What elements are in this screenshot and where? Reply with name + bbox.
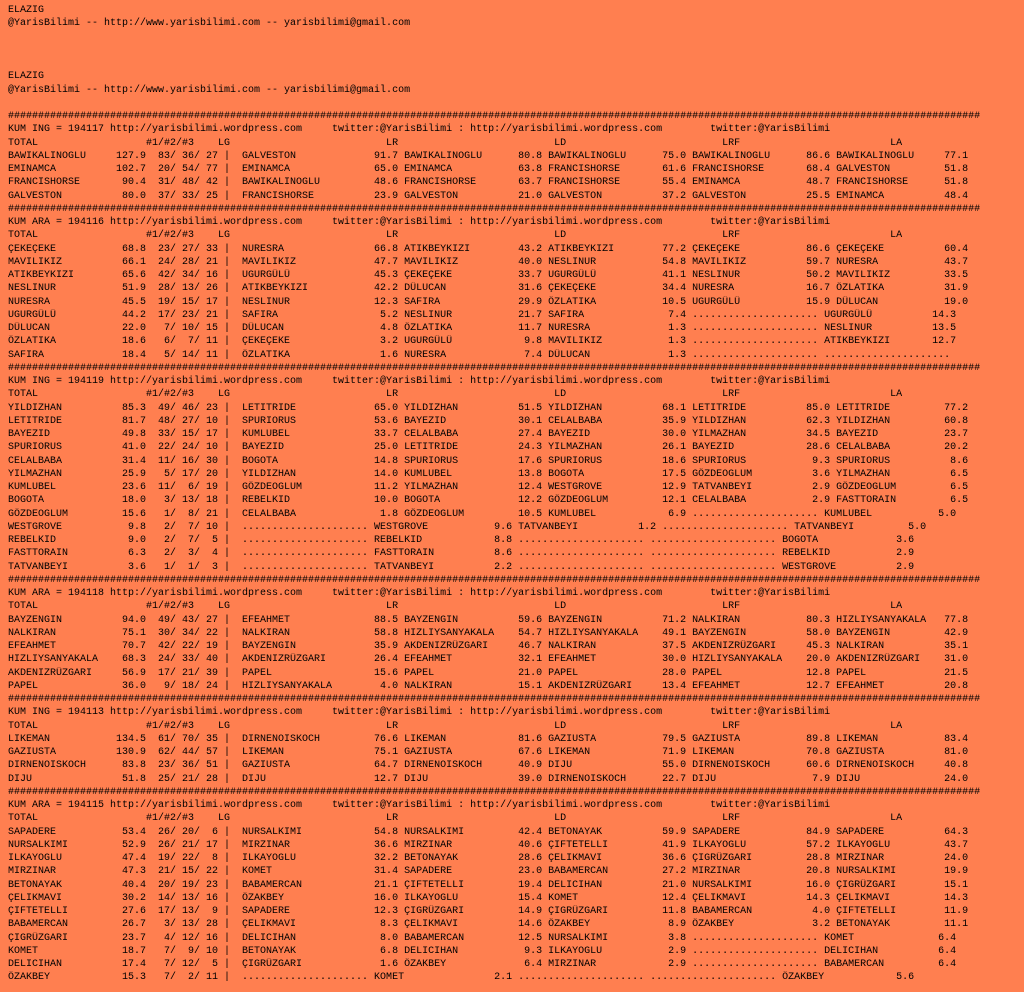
document-line: KUM ING = 194117 http://yarisbilimi.wordpress.com twitter:@YarisBilimi : http://yarisbilimi.wordpress.com twitter:@YarisBilimi <box>8 124 831 136</box>
document-line: @YarisBilimi -- http://www.yarisbilimi.com -- yarisbilimi@gmail.com <box>8 18 411 30</box>
racing-stats-document <box>8 4 1020 985</box>
document-line: ÇIGRÜZGARI 23.7 4/ 12/ 16 | DELICIHAN 8.0 BABAMERCAN 12.5 NURSALKIMI 3.8 ..................... KOMET 6.4 <box>8 932 957 944</box>
document-line: ÇEKEÇEKE 68.8 23/ 27/ 33 | NURESRA 66.8 ATIKBEYKIZI 43.2 ATIKBEYKIZI 77.2 ÇEKEÇEKE 86.6 ÇEKEÇEKE 60.4 <box>8 243 969 255</box>
document-line: ATIKBEYKIZI 65.6 42/ 34/ 16 | UGURGÜLÜ 45.3 ÇEKEÇEKE 33.7 UGURGÜLÜ 41.1 NESLINUR 50.2 MAVILIKIZ 33.5 <box>8 270 969 281</box>
document-line: TOTAL #1/#2/#3 LG LR LD LRF LA <box>8 720 903 732</box>
document-line: GÖZDEOGLUM 15.6 1/ 8/ 21 | CELALBABA 1.8 GÖZDEOGLUM 10.5 KUMLUBEL 6.9 ..................... KUMLUBEL 5.0 <box>8 508 957 520</box>
document-line: ################################################################################################################################################################## <box>8 362 981 374</box>
document-line: LIKEMAN 134.5 61/ 70/ 35 | DIRNENOISKOCH 76.6 LIKEMAN 81.6 GAZIUSTA 79.5 GAZIUSTA 89.8 LIKEMAN 83.4 <box>8 733 969 745</box>
document-line: NURSALKIMI 52.9 26/ 21/ 17 | MIRZINAR 36.6 MIRZINAR 40.6 ÇIFTETELLI 41.9 ILKAYOGLU 57.2 ILKAYOGLU 43.7 <box>8 839 969 851</box>
document-line: TOTAL #1/#2/#3 LG LR LD LRF LA <box>8 813 903 825</box>
document-line: PAPEL 36.0 9/ 18/ 24 | HIZLIYSANYAKALA 4.0 NALKIRAN 15.1 AKDENIZRÜZGARI 13.4 EFEAHMET 12.7 EFEAHMET 20.8 <box>8 680 969 692</box>
document-line: FRANCISHORSE 90.4 31/ 48/ 42 | BAWIKALINOGLU 48.6 FRANCISHORSE 63.7 FRANCISHORSE 55.4 EMINAMCA 48.7 FRANCISHORSE 51.8 <box>8 177 969 189</box>
document-line: KUM ARA = 194115 http://yarisbilimi.wordpress.com twitter:@YarisBilimi : http://yarisbilimi.wordpress.com twitter:@YarisBilimi <box>8 800 831 811</box>
document-line: TOTAL #1/#2/#3 LG LR LD LRF LA <box>8 137 903 149</box>
document-line: REBELKID 9.0 2/ 7/ 5 | ..................... REBELKID 8.8 ..................... ..................... BOGOTA 3.6 <box>8 535 915 546</box>
document-line: ################################################################################################################################################################## <box>8 694 981 705</box>
document-line: KUM ING = 194113 http://yarisbilimi.wordpress.com twitter:@YarisBilimi : http://yarisbilimi.wordpress.com twitter:@YarisBilimi <box>8 707 831 719</box>
document-line: NALKIRAN 75.1 30/ 34/ 22 | NALKIRAN 58.8 HIZLIYSANYAKALA 54.7 HIZLIYSANYAKALA 49.1 BAYZENGIN 58.0 BAYZENGIN 42.9 <box>8 627 969 639</box>
document-line: @YarisBilimi -- http://www.yarisbilimi.com -- yarisbilimi@gmail.com <box>8 84 411 96</box>
document-line: BAYEZID 49.8 33/ 15/ 17 | KUMLUBEL 33.7 CELALBABA 27.4 BAYEZID 30.0 YILMAZHAN 34.5 BAYEZID 23.7 <box>8 429 969 440</box>
document-line: ELAZIG <box>8 5 45 16</box>
document-line: NURESRA 45.5 19/ 15/ 17 | NESLINUR 12.3 SAFIRA 29.9 ÖZLATIKA 10.5 UGURGÜLÜ 15.9 DÜLUCAN 19.0 <box>8 296 969 308</box>
document-line <box>8 44 1020 57</box>
document-line: MIRZINAR 47.3 21/ 15/ 22 | KOMET 31.4 SAPADERE 23.0 BABAMERCAN 27.2 MIRZINAR 20.8 NURSALKIMI 19.9 <box>8 866 969 878</box>
document-line <box>8 31 1020 44</box>
document-line: ################################################################################################################################################################## <box>8 574 981 586</box>
document-line: ILKAYOGLU 47.4 19/ 22/ 8 | ILKAYOGLU 32.2 BETONAYAK 28.6 ÇELIKMAVI 36.6 ÇIGRÜZGARI 28.8 MIRZINAR 24.0 <box>8 853 969 864</box>
document-line: BETONAYAK 40.4 20/ 19/ 23 | BABAMERCAN 21.1 ÇIFTETELLI 19.4 DELICIHAN 21.0 NURSALKIMI 16.0 ÇIGRÜZGARI 15.1 <box>8 879 969 891</box>
document-line: HIZLIYSANYAKALA 68.3 24/ 33/ 40 | AKDENIZRÜZGARI 26.4 EFEAHMET 32.1 EFEAHMET 30.0 HIZLIYSANYAKALA 20.0 AKDENIZRÜZGARI 31.0 <box>8 654 969 666</box>
document-line: DÜLUCAN 22.0 7/ 10/ 15 | DÜLUCAN 4.8 ÖZLATIKA 11.7 NURESRA 1.3 ..................... NESLINUR 13.5 <box>8 323 957 334</box>
document-line: TOTAL #1/#2/#3 LG LR LD LRF LA <box>8 601 903 613</box>
document-line: ÖZLATIKA 18.6 6/ 7/ 11 | ÇEKEÇEKE 3.2 UGURGÜLÜ 9.8 MAVILIKIZ 1.3 ..................... ATIKBEYKIZI 12.7 <box>8 336 957 348</box>
document-line: NESLINUR 51.9 28/ 13/ 26 | ATIKBEYKIZI 42.2 DÜLUCAN 31.6 ÇEKEÇEKE 34.4 NURESRA 16.7 ÖZLATIKA 31.9 <box>8 283 969 295</box>
document-line: KOMET 18.7 7/ 9/ 10 | BETONAYAK 6.8 DELICIHAN 9.3 ILKAYOGLU 2.9 ..................... DELICIHAN 6.4 <box>8 945 957 957</box>
document-line: AKDENIZRÜZGARI 56.9 17/ 21/ 39 | PAPEL 15.6 PAPEL 21.0 PAPEL 28.0 PAPEL 12.8 PAPEL 21.5 <box>8 667 969 679</box>
document-line: BAYZENGIN 94.0 49/ 43/ 27 | EFEAHMET 88.5 BAYZENGIN 59.6 BAYZENGIN 71.2 NALKIRAN 80.3 HIZLIYSANYAKALA 77.8 <box>8 614 969 626</box>
document-line: DIRNENOISKOCH 83.8 23/ 36/ 51 | GAZIUSTA 64.7 DIRNENOISKOCH 40.9 DIJU 55.0 DIRNENOISKOCH 60.6 DIRNENOISKOCH 40.8 <box>8 760 969 772</box>
document-line: ELAZIG <box>8 71 45 83</box>
document-line: ÇELIKMAVI 30.2 14/ 13/ 16 | ÖZAKBEY 16.0 ILKAYOGLU 15.4 KOMET 12.4 ÇELIKMAVI 14.3 ÇELIKMAVI 14.3 <box>8 892 969 904</box>
document-line: SAFIRA 18.4 5/ 14/ 11 | ÖZLATIKA 1.6 NURESRA 7.4 DÜLUCAN 1.3 ..................... ..................... <box>8 349 951 361</box>
document-line: CELALBABA 31.4 11/ 16/ 30 | BOGOTA 14.8 SPURIORUS 17.6 SPURIORUS 18.6 SPURIORUS 9.3 SPURIORUS 8.6 <box>8 455 969 467</box>
document-line <box>8 57 1020 70</box>
document-line: DIJU 51.8 25/ 21/ 28 | DIJU 12.7 DIJU 39.0 DIRNENOISKOCH 22.7 DIJU 7.9 DIJU 24.0 <box>8 773 969 785</box>
document-line: GAZIUSTA 130.9 62/ 44/ 57 | LIKEMAN 75.1 GAZIUSTA 67.6 LIKEMAN 71.9 LIKEMAN 70.8 GAZIUSTA 81.0 <box>8 747 969 758</box>
document-line: LETITRIDE 81.7 48/ 27/ 10 | SPURIORUS 53.6 BAYEZID 30.1 CELALBABA 35.9 YILDIZHAN 62.3 YILDIZHAN 60.8 <box>8 415 969 427</box>
document-line: BAWIKALINOGLU 127.9 83/ 36/ 27 | GALVESTON 91.7 BAWIKALINOGLU 80.8 BAWIKALINOGLU 75.0 BAWIKALINOGLU 86.6 BAWIKALINOGLU 77.1 <box>8 150 969 162</box>
document-line: GALVESTON 80.0 37/ 33/ 25 | FRANCISHORSE 23.9 GALVESTON 21.0 GALVESTON 37.2 GALVESTON 25.5 EMINAMCA 48.4 <box>8 190 969 202</box>
document-line: MAVILIKIZ 66.1 24/ 28/ 21 | MAVILIKIZ 47.7 MAVILIKIZ 40.0 NESLINUR 54.8 MAVILIKIZ 59.7 NURESRA 43.7 <box>8 256 969 268</box>
document-line: BOGOTA 18.0 3/ 13/ 18 | REBELKID 10.0 BOGOTA 12.2 GÖZDEOGLUM 12.1 CELALBABA 2.9 FASTTORAIN 6.5 <box>8 495 969 507</box>
document-line: ################################################################################################################################################################## <box>8 786 981 798</box>
document-line: ÇIFTETELLI 27.6 17/ 13/ 9 | SAPADERE 12.3 ÇIGRÜZGARI 14.9 ÇIGRÜZGARI 11.8 BABAMERCAN 4.0 ÇIFTETELLI 11.9 <box>8 906 969 917</box>
document-line: BABAMERCAN 26.7 3/ 13/ 28 | ÇELIKMAVI 8.3 ÇELIKMAVI 14.6 ÖZAKBEY 8.9 ÖZAKBEY 3.2 BETONAYAK 11.1 <box>8 919 969 931</box>
document-line: WESTGROVE 9.8 2/ 7/ 10 | ..................... WESTGROVE 9.6 TATVANBEYI 1.2 ..................... TATVANBEYI 5.0 <box>8 521 927 533</box>
document-line: ################################################################################################################################################################## <box>8 203 981 215</box>
document-line <box>8 97 1020 110</box>
document-line: YILMAZHAN 25.9 5/ 17/ 20 | YILDIZHAN 14.0 KUMLUBEL 13.8 BOGOTA 17.5 GÖZDEOGLUM 3.6 YILMAZHAN 6.5 <box>8 468 969 480</box>
document-line: TOTAL #1/#2/#3 LG LR LD LRF LA <box>8 389 903 401</box>
document-line: ################################################################################################################################################################## <box>8 111 981 122</box>
document-line: EMINAMCA 102.7 20/ 54/ 77 | EMINAMCA 65.0 EMINAMCA 63.8 FRANCISHORSE 61.6 FRANCISHORSE 68.4 GALVESTON 51.8 <box>8 164 969 175</box>
document-line: UGURGÜLÜ 44.2 17/ 23/ 21 | SAFIRA 5.2 NESLINUR 21.7 SAFIRA 7.4 ..................... UGURGÜLÜ 14.3 <box>8 309 957 321</box>
document-line: TOTAL #1/#2/#3 LG LR LD LRF LA <box>8 230 903 242</box>
document-line: KUM ING = 194119 http://yarisbilimi.wordpress.com twitter:@YarisBilimi : http://yarisbilimi.wordpress.com twitter:@YarisBilimi <box>8 376 831 387</box>
document-line: SPURIORUS 41.0 22/ 24/ 10 | BAYEZID 25.0 LETITRIDE 24.3 YILMAZHAN 26.1 BAYEZID 28.6 CELALBABA 20.2 <box>8 442 969 454</box>
document-line: TATVANBEYI 3.6 1/ 1/ 3 | ..................... TATVANBEYI 2.2 ..................... ..................... WESTGROVE 2.9 <box>8 561 915 573</box>
document-line: KUM ARA = 194116 http://yarisbilimi.wordpress.com twitter:@YarisBilimi : http://yarisbilimi.wordpress.com twitter:@YarisBilimi <box>8 217 831 228</box>
document-line: DELICIHAN 17.4 7/ 12/ 5 | ÇIGRÜZGARI 1.6 ÖZAKBEY 6.4 MIRZINAR 2.9 ..................... BABAMERCAN 6.4 <box>8 959 957 970</box>
document-line: FASTTORAIN 6.3 2/ 3/ 4 | ..................... FASTTORAIN 8.6 ..................... ..................... REBELKID 2.9 <box>8 548 915 560</box>
document-line: SAPADERE 53.4 26/ 20/ 6 | NURSALKIMI 54.8 NURSALKIMI 42.4 BETONAYAK 59.9 SAPADERE 84.9 SAPADERE 64.3 <box>8 826 969 838</box>
document-line: EFEAHMET 70.7 42/ 22/ 19 | BAYZENGIN 35.9 AKDENIZRÜZGARI 46.7 NALKIRAN 37.5 AKDENIZRÜZGARI 45.3 NALKIRAN 35.1 <box>8 641 969 652</box>
document-line: KUMLUBEL 23.6 11/ 6/ 19 | GÖZDEOGLUM 11.2 YILMAZHAN 12.4 WESTGROVE 12.9 TATVANBEYI 2.9 GÖZDEOGLUM 6.5 <box>8 482 969 493</box>
document-line: KUM ARA = 194118 http://yarisbilimi.wordpress.com twitter:@YarisBilimi : http://yarisbilimi.wordpress.com twitter:@YarisBilimi <box>8 588 831 599</box>
document-line: ÖZAKBEY 15.3 7/ 2/ 11 | ..................... KOMET 2.1 ..................... ..................... ÖZAKBEY 5.6 <box>8 972 915 984</box>
document-line: YILDIZHAN 85.3 49/ 46/ 23 | LETITRIDE 65.0 YILDIZHAN 51.5 YILDIZHAN 68.1 LETITRIDE 85.0 LETITRIDE 77.2 <box>8 402 969 414</box>
